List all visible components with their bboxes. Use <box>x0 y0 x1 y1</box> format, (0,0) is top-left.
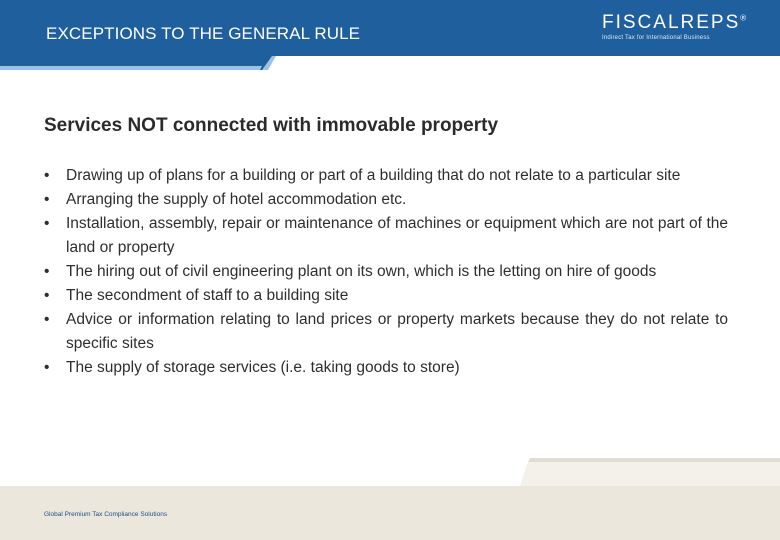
section-subtitle: Services NOT connected with immovable property <box>44 115 499 136</box>
fiscalreps-logo <box>602 12 747 41</box>
slide-title: EXCEPTIONS TO THE GENERAL RULE <box>46 24 361 43</box>
bullet-icon: • <box>44 167 50 184</box>
bullet-icon: • <box>44 311 50 328</box>
header-accent-stripe <box>0 56 780 70</box>
bullet-item: • The secondment of staff to a building site <box>44 284 728 308</box>
bullet-item: • Advice or information relating to land prices or property markets because they do not relate to specific sites <box>44 308 728 356</box>
logo-tagline: Indirect Tax for International Business <box>602 35 710 41</box>
bullet-icon: • <box>44 191 50 208</box>
bullet-item: • Installation, assembly, repair or maintenance of machines or equipment which are not part of the land or property <box>44 212 728 260</box>
bullet-item: • Drawing up of plans for a building or part of a building that do not relate to a particular site <box>44 164 728 188</box>
footer-accent-shape <box>0 456 780 490</box>
logo-wordmark: FISCALREPS® <box>602 12 747 33</box>
bullet-item: • The supply of storage services (i.e. taking goods to store) <box>44 356 728 380</box>
bullet-icon: • <box>44 359 50 376</box>
bullet-item: • Arranging the supply of hotel accommodation etc. <box>44 188 728 212</box>
bullet-list <box>44 164 728 380</box>
bullet-icon: • <box>44 263 50 280</box>
footer-tagline: Global Premium Tax Compliance Solutions <box>44 511 168 518</box>
bullet-icon: • <box>44 287 50 304</box>
bullet-item: • The hiring out of civil engineering plant on its own, which is the letting on hire of goods <box>44 260 728 284</box>
bullet-icon: • <box>44 215 50 232</box>
